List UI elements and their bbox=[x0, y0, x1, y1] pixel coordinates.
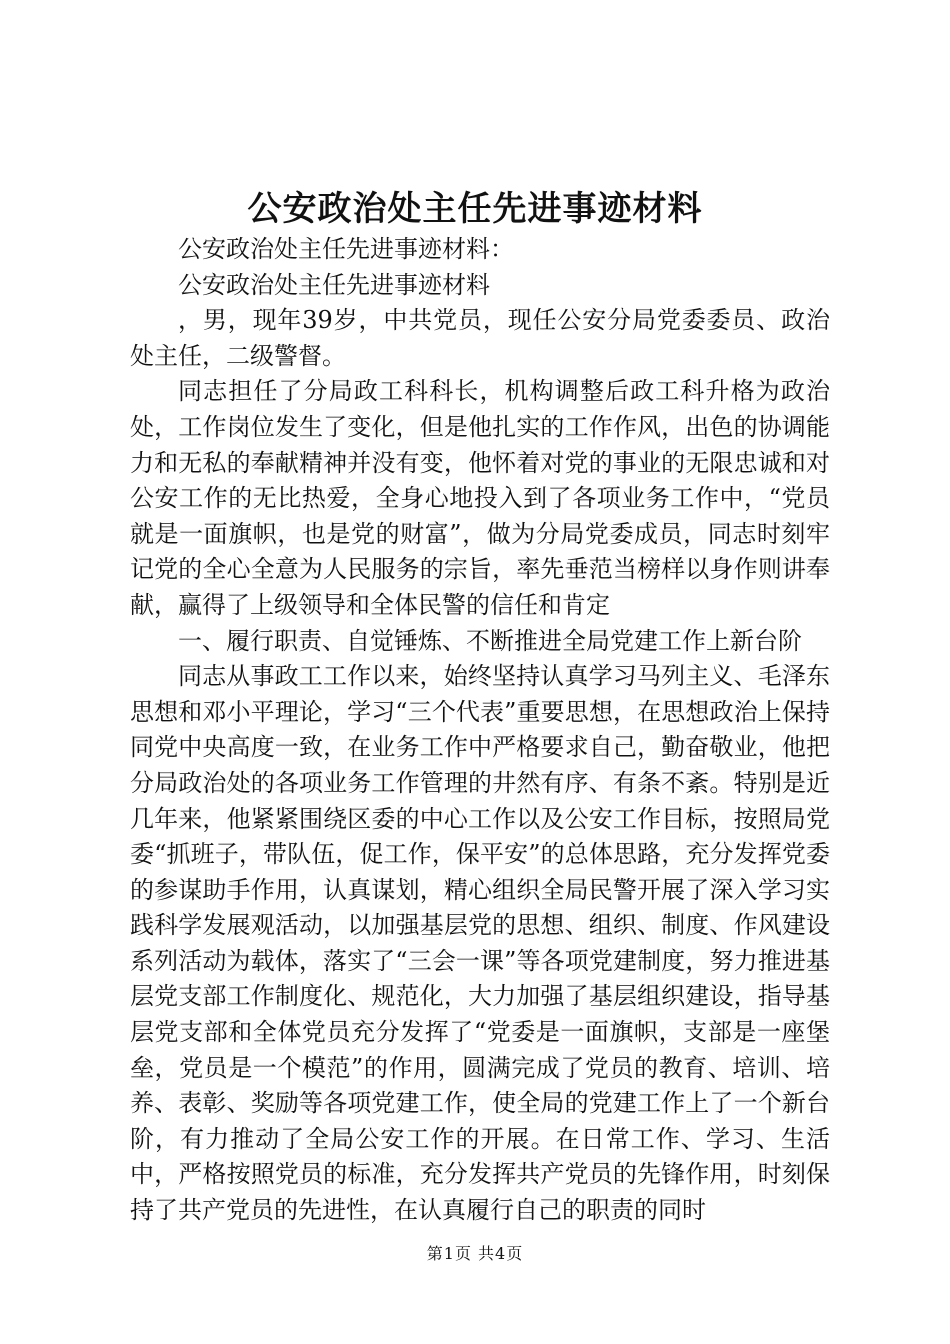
page-footer: 第1页 共4页 bbox=[426, 1244, 524, 1263]
section-heading-1: 一、履行职责、自觉锤炼、不断推进全局党建工作上新台阶 bbox=[178, 626, 802, 655]
paragraph-section-1: 同志从事政工工作以来，始终坚持认真学习马列主义、毛泽东思想和邓小平理论，学习“三个代表”重要思想，在思想政治上保持同党中央高度一致，在业务工作中严格要求自己，勤奋敬业，他把分局政治处的各项业务工作管理的井然有序、有条不紊。特别是近几年来，他紧紧围绕区委的中心工作以及公安工作目标，按照局党委“抓班子，带队伍，促工作，保平安”的总体思路，充分发挥党委的参谋助手作用，认真谋划，精心组织全局民警开展了深入学习实践科学发展观活动，以加强基层党的思想、组织、制度、作风建设系列活动为载体，落实了“三会一课”等各项党建制度，努力推进基层党支部工作制度化、规范化，大力加强了基层组织建设，指导基层党支部和全体党员充分发挥了“党委是一面旗帜，支部是一座堡垒，党员是一个模范”的作用，圆满完成了党员的教育、培训、培养、表彰、奖励等各项党建工作，使全局的党建工作上了一个新台阶，有力推动了全局公安工作的开展。在日常工作、学习、生活中，严格按照党员的标准，充分发挥共产党员的先锋作用，时刻保持了共产党员的先进性，在认真履行自己的职责的同时 bbox=[130, 662, 830, 1225]
paragraph-subtitle: 公安政治处主任先进事迹材料： bbox=[178, 235, 514, 263]
paragraph-overview: 同志担任了分局政工科科长，机构调整后政工科升格为政治处，工作岗位发生了变化，但是他扎实的工作作风，出色的协调能力和无私的奉献精神并没有变，他怀着对党的事业的无限忠诚和对公安工作的无比热爱，全身心地投入到了各项业务工作中，“党员就是一面旗帜，也是党的财富”，做为分局党委成员，同志时刻牢记党的全心全意为人民服务的宗旨，率先垂范当榜样以身作则讲奉献，赢得了上级领导和全体民警的信任和肯定 bbox=[130, 377, 830, 619]
paragraph-heading: 公安政治处主任先进事迹材料 bbox=[178, 270, 490, 299]
document-title: 公安政治处主任先进事迹材料 bbox=[247, 189, 703, 229]
paragraph-intro: ，男，现年39岁，中共党员，现任公安分局党委委员、政治处主任，二级警督。 bbox=[130, 306, 830, 370]
document-body bbox=[130, 232, 830, 1229]
